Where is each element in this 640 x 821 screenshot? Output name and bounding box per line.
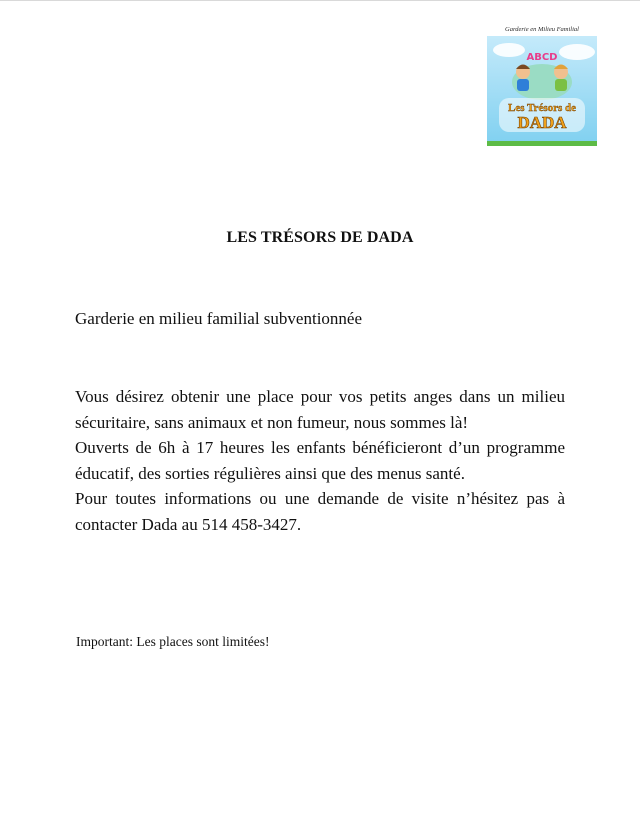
logo-cloud-right (559, 44, 595, 60)
document-subtitle: Garderie en milieu familial subventionnée (75, 309, 363, 328)
logo-child-left-body (517, 79, 529, 91)
document-body (75, 384, 565, 537)
daycare-logo (487, 20, 597, 146)
paragraph-intro: Vous désirez obtenir une place pour vos petits anges dans un milieu sécuritaire, sans animaux et non fumeur, nous sommes là! (75, 387, 565, 432)
page-top-edge (0, 0, 640, 1)
logo-grass (487, 141, 597, 146)
logo-name-line1: Les Trésors de (507, 102, 577, 114)
paragraph-contact: Pour toutes informations ou une demande de visite n’hésitez pas à contacter Dada au 514 458-3427. (75, 489, 565, 534)
logo-tagline: Garderie en Milieu Familial (505, 26, 579, 33)
logo-cloud-left (493, 43, 525, 57)
document-title: LES TRÉSORS DE DADA (226, 229, 414, 246)
logo-name-line2: DADA (517, 113, 567, 132)
logo-abcd-letters: ABCD (526, 52, 558, 63)
logo-child-right-body (555, 79, 567, 91)
important-note: Important: Les places sont limitées! (76, 634, 270, 649)
paragraph-hours: Ouverts de 6h à 17 heures les enfants bénéficieront d’un programme éducatif, des sorties régulières ainsi que des menus santé. (75, 438, 565, 483)
